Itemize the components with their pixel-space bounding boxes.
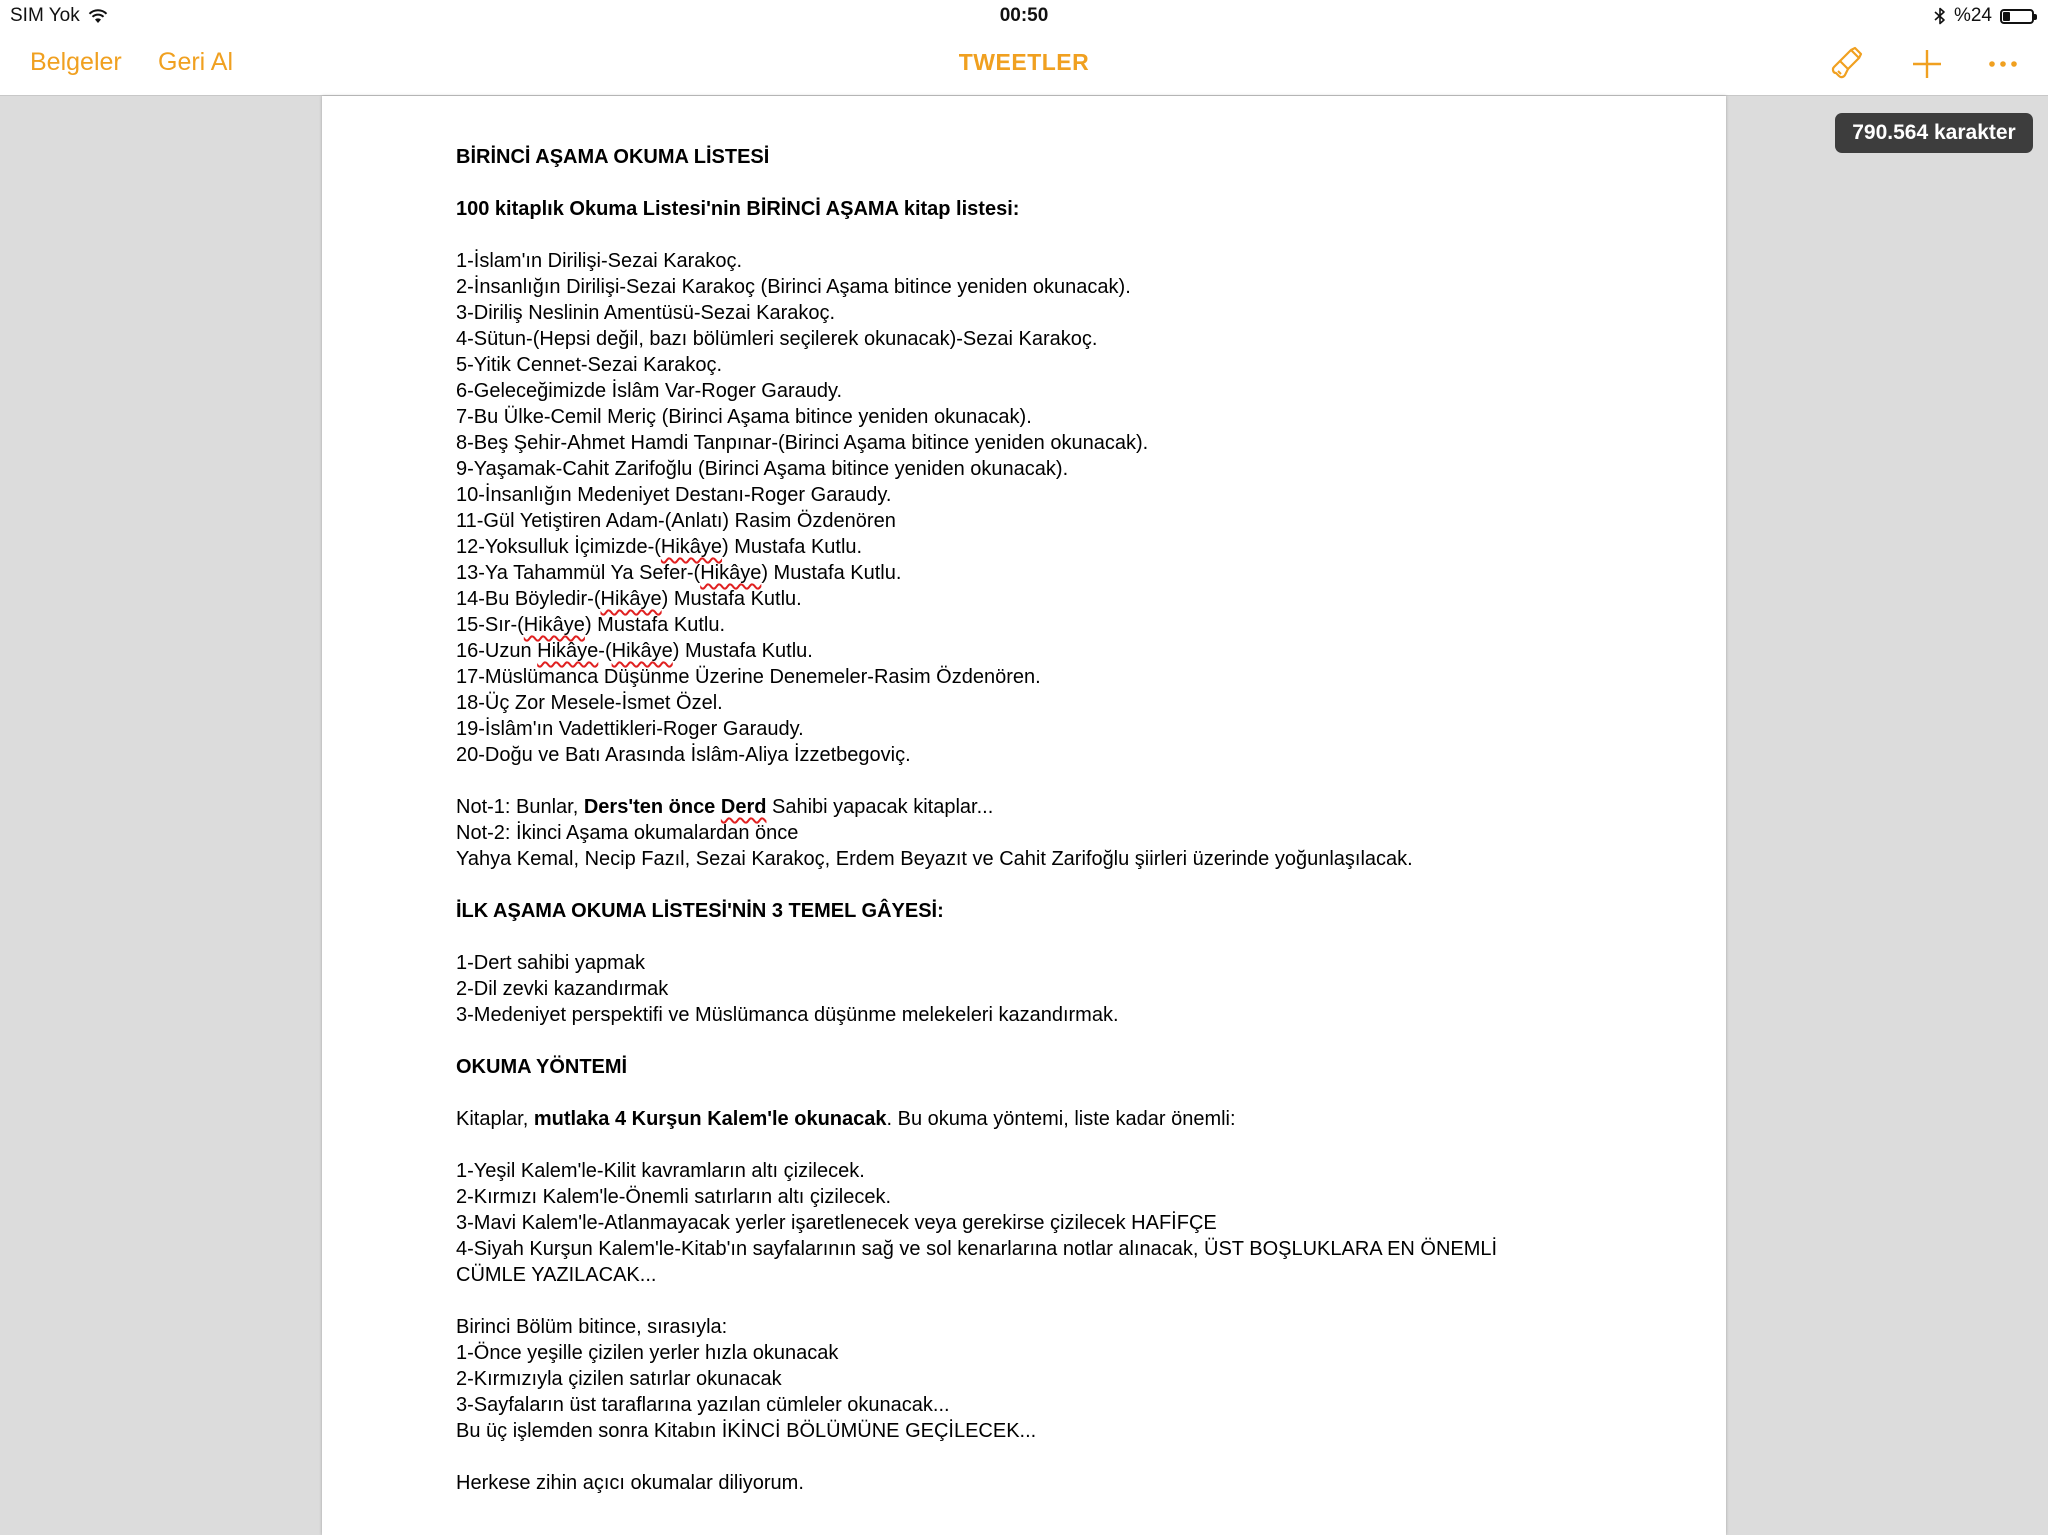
list-item: 2-İnsanlığın Dirilişi-Sezai Karakoç (Birinci Aşama bitince yeniden okunacak). bbox=[456, 276, 1131, 298]
battery-icon bbox=[2000, 9, 2034, 24]
list-item: 19-İslâm'ın Vadettikleri-Roger Garaudy. bbox=[456, 718, 804, 740]
list-item: 3-Sayfaların üst taraflarına yazılan cümleler okunacak... bbox=[456, 1394, 950, 1416]
list-item: 5-Yitik Cennet-Sezai Karakoç. bbox=[456, 354, 723, 376]
status-left bbox=[10, 5, 108, 27]
status-time: 00:50 bbox=[999, 5, 1049, 26]
doc-heading-method: OKUMA YÖNTEMİ bbox=[456, 1056, 628, 1078]
add-icon[interactable] bbox=[1908, 46, 1946, 82]
list-item: 4-Sütun-(Hepsi değil, bazı bölümleri seçilerek okunacak)-Sezai Karakoç. bbox=[456, 328, 1098, 350]
list-item: 9-Yaşamak-Cahit Zarifoğlu (Birinci Aşama bitince yeniden okunacak). bbox=[456, 458, 1069, 480]
spellcheck-word[interactable]: Hikâye bbox=[600, 588, 662, 610]
list-item: 7-Bu Ülke-Cemil Meriç (Birinci Aşama bitince yeniden okunacak). bbox=[456, 406, 1032, 428]
list-item: 3-Diriliş Neslinin Amentüsü-Sezai Karakoç. bbox=[456, 302, 836, 324]
battery-level bbox=[2003, 12, 2010, 21]
spellcheck-word[interactable]: Derd bbox=[720, 796, 767, 818]
list-item: 16-Uzun Hikâye-(Hikâye) Mustafa Kutlu. bbox=[456, 640, 813, 662]
spellcheck-word[interactable]: Hikâye bbox=[700, 562, 762, 584]
status-right bbox=[1934, 5, 2034, 27]
list-item: 18-Üç Zor Mesele-İsmet Özel. bbox=[456, 692, 723, 714]
character-count-badge: 790.564 karakter bbox=[1835, 113, 2033, 153]
spellcheck-word[interactable]: Hikâye bbox=[660, 536, 723, 558]
note-2: Not-2: İkinci Aşama okumalardan önce bbox=[456, 822, 799, 844]
list-item: 2-Kırmızıyla çizilen satırlar okunacak bbox=[456, 1368, 782, 1390]
document-title: TWEETLER bbox=[958, 49, 1090, 75]
battery-percent: %24 bbox=[1953, 5, 1992, 26]
documents-back-button[interactable]: Belgeler bbox=[30, 48, 122, 76]
list-item: 1-Dert sahibi yapmak bbox=[456, 952, 645, 974]
paintbrush-format-icon[interactable] bbox=[1829, 46, 1867, 82]
closing-line: Herkese zihin açıcı okumalar diliyorum. bbox=[456, 1472, 804, 1494]
list-item: 1-İslam'ın Dirilişi-Sezai Karakoç. bbox=[456, 250, 743, 272]
spellcheck-word[interactable]: Hikâye bbox=[523, 614, 585, 636]
list-item: 17-Müslümanca Düşünme Üzerine Denemeler-Rasim Özdenören. bbox=[456, 666, 1041, 688]
method-intro: Kitaplar, mutlaka 4 Kurşun Kalem'le okunacak. Bu okuma yöntemi, liste kadar önemli: bbox=[456, 1108, 1236, 1130]
list-item: 8-Beş Şehir-Ahmet Hamdi Tanpınar-(Birinci Aşama bitince yeniden okunacak). bbox=[456, 432, 1149, 454]
carrier-label: SIM Yok bbox=[10, 5, 80, 26]
note-3: Yahya Kemal, Necip Fazıl, Sezai Karakoç, Erdem Beyazıt ve Cahit Zarifoğlu şiirleri üzerinde yoğunlaşılacak. bbox=[456, 848, 1413, 870]
list-item: 13-Ya Tahammül Ya Sefer-(Hikâye) Mustafa Kutlu. bbox=[456, 562, 902, 584]
list-item: 14-Bu Böyledir-(Hikâye) Mustafa Kutlu. bbox=[456, 588, 802, 610]
list-item: 15-Sır-(Hikâye) Mustafa Kutlu. bbox=[456, 614, 725, 636]
document-body[interactable] bbox=[456, 144, 1616, 1496]
bluetooth-icon bbox=[1934, 7, 1946, 25]
list-item: Bu üç işlemden sonra Kitabın İKİNCİ BÖLÜMÜNE GEÇİLECEK... bbox=[456, 1420, 1037, 1442]
list-item: 6-Geleceğimizde İslâm Var-Roger Garaudy. bbox=[456, 380, 843, 402]
list-item: 3-Medeniyet perspektifi ve Müslümanca düşünme melekeleri kazandırmak. bbox=[456, 1004, 1119, 1026]
list-item: 4-Siyah Kurşun Kalem'le-Kitab'ın sayfalarının sağ ve sol kenarlarına notlar alınacak, ÜST BOŞLUKLARA EN ÖNEMLİ CÜMLE YAZILACAK... bbox=[456, 1238, 1498, 1286]
list-item: 1-Yeşil Kalem'le-Kilit kavramların altı çizilecek. bbox=[456, 1160, 865, 1182]
list-item: 11-Gül Yetiştiren Adam-(Anlatı) Rasim Özdenören bbox=[456, 510, 896, 532]
spellcheck-word[interactable]: Hikâye bbox=[537, 640, 599, 662]
doc-heading-goals: İLK AŞAMA OKUMA LİSTESİ'NİN 3 TEMEL GÂYESİ: bbox=[456, 900, 944, 922]
list-item: 1-Önce yeşille çizilen yerler hızla okunacak bbox=[456, 1342, 839, 1364]
spellcheck-word[interactable]: Hikâye bbox=[611, 640, 673, 662]
undo-button[interactable]: Geri Al bbox=[158, 48, 234, 76]
document-page[interactable] bbox=[322, 96, 1726, 1535]
more-options-icon[interactable] bbox=[1984, 46, 2022, 82]
list-item: 2-Kırmızı Kalem'le-Önemli satırların altı çizilecek. bbox=[456, 1186, 892, 1208]
list-item: 12-Yoksulluk İçimizde-(Hikâye) Mustafa Kutlu. bbox=[456, 536, 863, 558]
list-item: 20-Doğu ve Batı Arasında İslâm-Aliya İzzetbegoviç. bbox=[456, 744, 911, 766]
list-item: 3-Mavi Kalem'le-Atlanmayacak yerler işaretlenecek veya gerekirse çizilecek HAFİFÇE bbox=[456, 1212, 1217, 1234]
navigation-bar bbox=[0, 32, 2048, 96]
status-bar bbox=[0, 0, 2048, 32]
doc-heading-first-stage: BİRİNCİ AŞAMA OKUMA LİSTESİ bbox=[456, 146, 770, 168]
doc-heading-list: 100 kitaplık Okuma Listesi'nin BİRİNCİ AŞAMA kitap listesi: bbox=[456, 198, 1020, 220]
list-item: 10-İnsanlığın Medeniyet Destanı-Roger Garaudy. bbox=[456, 484, 892, 506]
note-1: Not-1: Bunlar, Ders'ten önce Derd Sahibi yapacak kitaplar... bbox=[456, 796, 994, 818]
wifi-icon bbox=[88, 9, 108, 24]
steps-intro: Birinci Bölüm bitince, sırasıyla: bbox=[456, 1316, 728, 1338]
list-item: 2-Dil zevki kazandırmak bbox=[456, 978, 669, 1000]
